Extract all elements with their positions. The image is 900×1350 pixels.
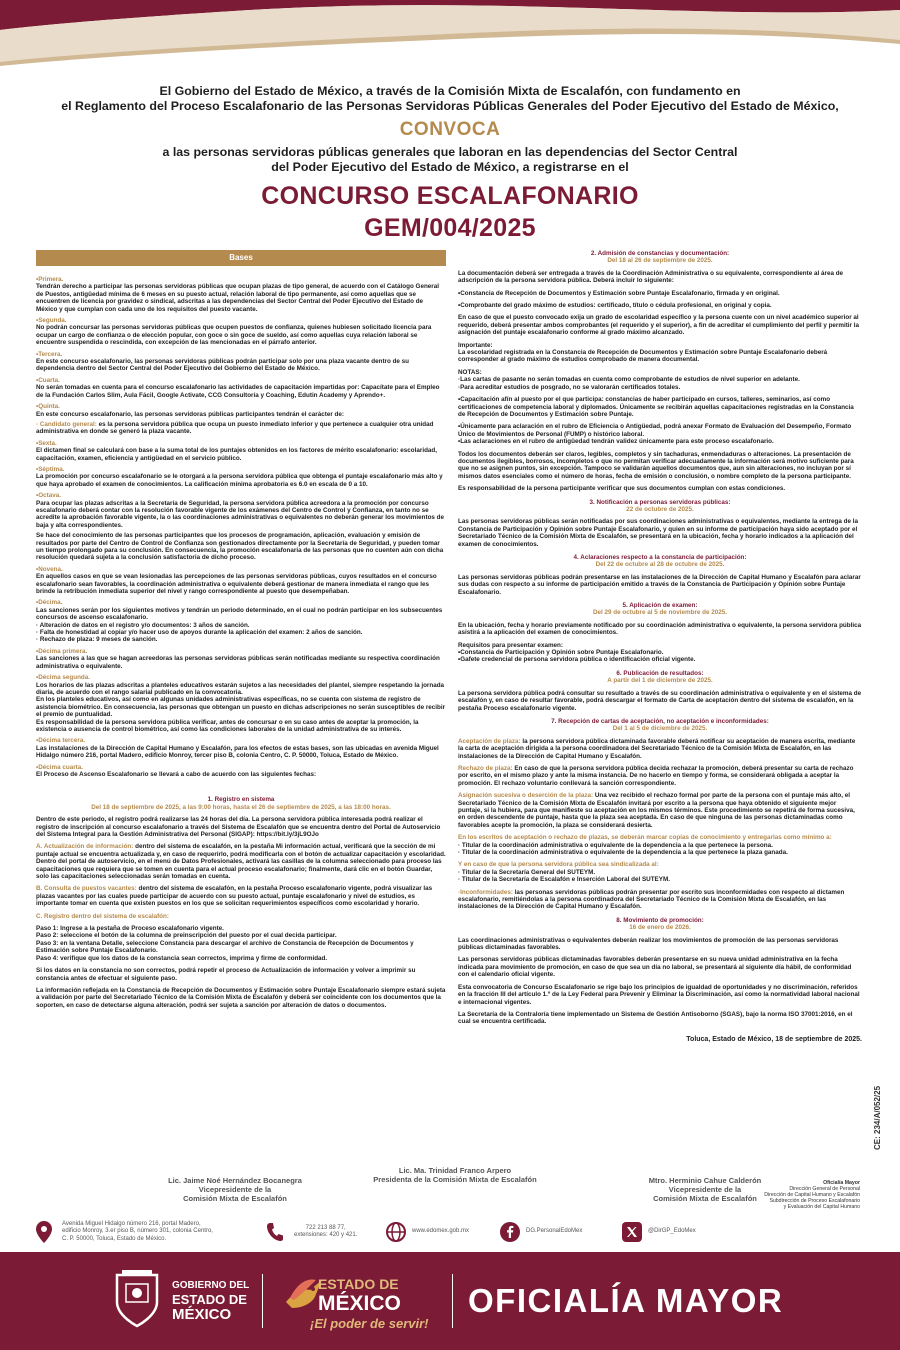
base-text: Los horarios de las plazas adscritas a planteles educativos estarán sujetos a las necesidades del plantel, siempre respetando la jornada diaria, de acuerdo con el rango salarial publicado en la convocatoria. <box>36 681 445 696</box>
doc-item: •Las aclaraciones en el rubro de antigüedad tendrán validez únicamente para este proceso escalafonario. <box>458 438 774 446</box>
step-text: La persona servidora pública podrá consultar su resultado a través de su coordinación administrativa o equivalente y en el sistema de escalafón y, en caso de resultar favorable, podrá descargar el formato de Carta de aceptación dentro del sistema de escalafón, en la pestaña Proceso escalafonario vigente. <box>458 689 862 712</box>
requirement-item: •Constancia de Participación y Opinión sobre Puntaje Escalafonario. <box>458 649 664 657</box>
step-title: 3. Notificación a personas servidoras públicas: <box>589 498 731 506</box>
requirement-item: •Gafete credencial de persona servidora pública o identificación oficial vigente. <box>458 656 696 664</box>
doc-item: •Constancia de Recepción de Documentos y Estimación sobre Puntaje Escalafonario, firmada y en original. <box>458 289 780 297</box>
step-text: Las coordinaciones administrativas o equivalentes deberán realizar los movimientos de promoción de las personas servidoras públicas dictaminadas favorables. <box>458 936 839 952</box>
base-text: En los planteles educativos, así como en algunas unidades administrativas específicas, no se cuenta con sistema de registro de asistencia biométrico. En consecuencia, las personas que obtengan un puesto en dichas adscripciones no serán susceptibles de recibir el premio de puntualidad. <box>36 696 446 719</box>
note-item: ·Las cartas de pasante no serán tomadas en cuenta como comprobante de estudios de nivel superior en adelante. <box>458 376 800 384</box>
copy-item: · Titular de la coordinación administrativa o equivalente de la dependencia a la que pertenece la plaza ganada. <box>458 849 788 856</box>
step-subitem: A. Actualización de información: dentro del sistema de escalafón, en la pestaña Mi información actual, verificará que la sección de mi puntaje actual se encuentra actualizada y, en caso de requerirlo, podrá modificarla con el botón de actualizar capacitación y escolaridad. Dentro del portal de autoservicio, en el menú de Datos Profesionales, activará las casillas de la columna seleccionado para proceso las capacitaciones que requiera que se tomen en cuenta para el actual proceso escalafonario; finalmente, dará clic en el botón Guardar, solo las capacitaciones seleccionadas serán tomadas en cuenta. <box>36 843 446 881</box>
base-text: En este concurso escalafonario, las personas servidoras públicas podrán participar solo por una plaza vacante dentro de su dependencia dentro del Sector Central del Poder Ejecutivo del Gobierno del Estado de México. <box>36 358 410 373</box>
base-label: • Tercera. <box>36 351 446 358</box>
address-block: Avenida Miguel Hidalgo número 216, portal Madero, edificio Monroy, 3.er piso B, número 301, colonia Centro, C. P. 50000, Toluca, Estado de México. <box>36 1218 256 1246</box>
step-title: 4. Aclaraciones respecto a la constancia de participación: <box>573 554 747 561</box>
step-dates: 22 de octubre de 2025. <box>626 505 694 513</box>
base-label: • Cuarta. <box>36 377 446 384</box>
step-subitem: Aceptación de plaza: la persona servidora pública dictaminada favorable deberá notificar su aceptación de manera escrita, mediante la carta de aceptación dirigida a la persona coordinadora del Secretariado Técnico de la Comisión Mixta de Escalafón, en las instalaciones de la Dirección de Capital Humano y Escalafón. <box>458 737 856 760</box>
left-column <box>36 250 446 1130</box>
facebook-icon <box>500 1222 520 1242</box>
x-twitter-icon <box>622 1222 642 1242</box>
step-text: La escolaridad registrada en la Constancia de Recepción de Documentos y Estimación sobre Puntaje Escalafonario deberá corresponder al grado máximo de estudios comprobado de manera documental. <box>458 349 828 364</box>
base-label: • Segunda. <box>36 317 446 324</box>
header-line-4: del Poder Ejecutivo del Estado de México, a registrarse en el <box>271 159 629 174</box>
base-text: Para ocupar las plazas adscritas a la Secretaría de Seguridad, la persona servidora pública acreedora a la promoción por concurso escalafonario deberá contar con la resolución favorable vigente de los exámenes del Centro de Control y Confianza, en tanto no se acredite la aprobación favorable vigente, la o las coordinaciones administrativas o equivalentes no deberán generar los movimientos de baja y alta correspondientes. <box>36 499 445 529</box>
step-text: La Secretaría de la Contraloría tiene implementado un Sistema de Gestión Antisoborno (SGAS), bajo la norma ISO 37001:2016, en el cual se encuentra certificada. <box>458 1010 853 1026</box>
sanction-item: · Falta de honestidad al copiar y/o hacer uso de apoyos durante la aplicación del examen: 2 años de sanción. <box>36 629 363 637</box>
contest-title: CONCURSO ESCALAFONARIO <box>261 182 639 210</box>
step-dates: 16 de enero de 2026. <box>629 924 691 932</box>
ce-code: CE: 234/A/052/25 <box>873 1085 882 1150</box>
footer-divider <box>262 1274 263 1328</box>
step-paso: Paso 1: Ingrese a la pestaña de Proceso escalafonario vigente. <box>36 925 224 933</box>
sanction-item: · Alteración de datos en el registro y/o documentos: 3 años de sanción. <box>36 621 250 629</box>
base-text: Las sanciones serán por los siguientes motivos y tendrán un periodo determinado, en el cual no podrán participar en los subsecuentes concursos de ascenso escalafonario. <box>36 606 443 622</box>
step-paso: Paso 2: seleccione el botón de la columna de preinscripción del puesto por el cual decida participar. <box>36 932 337 940</box>
signature-block: Lic. Jaime Noé Hernández Bocanegra Vicepresidente de la Comisión Mixta de Escalafón <box>168 1176 302 1203</box>
step-title: 6. Publicación de resultados: <box>616 669 704 677</box>
base-text: En aquellos casos en que se vean lesionadas las percepciones de las personas servidoras públicas, cuyos resultados en el concurso escalafonario sean favorables, la coordinación administrativa o equivalente deberá gestionar de manera inmediata el rango que les brinde la retribución inmediata superior del nivel y rango correspondiente al puesto que desempeñaban. <box>36 573 437 596</box>
base-label: • Primera. <box>36 276 446 283</box>
copy-item: · Titular de la coordinación administrativa o equivalente de la dependencia a la que pertenece la persona. <box>458 841 773 849</box>
base-text: Se hace del conocimiento de las personas participantes que los procesos de programación, aplicación, evaluación y emisión de resultados por parte del Centro de Control de Confianza son gestionados directamente por la Secretaría de Seguridad, y pueden tomar un tiempo prolongado para su conclusión. En consecuencia, la promoción escalafonaria de las personas que no cuenten aún con dicha resolución quedará sujeta a la conclusión satisfactoria de dicho proceso. <box>36 532 444 562</box>
web-link[interactable]: www.edomex.gob.mx <box>386 1218 496 1246</box>
base-text: El Proceso de Ascenso Escalafonario se llevará a cabo de acuerdo con las siguientes fechas: <box>36 770 317 778</box>
base-label: • Octava. <box>36 492 446 499</box>
step-paso: Paso 3: en la ventana Detalle, seleccione Constancia para descargar el archivo de Constancia de Recepción de Documentos y Estimación sobre Puntaje Escalafonario. <box>36 939 414 955</box>
step-text: En la ubicación, fecha y horario previamente notificado por su coordinación administrativa o equivalente, la persona servidora pública asistirá a la aplicación del examen de conocimientos. <box>458 621 862 637</box>
base-label: • Quinta. <box>36 403 446 410</box>
facebook-link[interactable]: DG.PersonalEdoMex <box>500 1218 620 1246</box>
step-dates: Del 18 de septiembre de 2025, a las 9:00 horas, hasta el 26 de septiembre de 2025, a las 18:00 horas. <box>91 803 391 811</box>
base-text: Las instalaciones de la Dirección de Capital Humano y Escalafón, para los efectos de estas bases, son las ubicadas en avenida Miguel Hidalgo número 216, portal Madero, edificio Monroy, tercer piso B, colonia Centro, C. P. 50000, Toluca, Estado de México. <box>36 744 439 760</box>
step-dates: Del 1 al 5 de diciembre de 2025. <box>612 725 708 733</box>
step-subitem: ·Inconformidades: las personas servidoras públicas podrán presentar por escrito sus inconformidades con respecto al dictamen escalafonario, remitiéndolas a la persona coordinadora del Secretariado Técnico de la Comisión Mixta de Escalafón, en las instalaciones de la Dirección de Capital Humano y Escalafón. <box>458 888 845 911</box>
x-link[interactable]: @DirGP_EdoMex <box>622 1218 732 1246</box>
step-text: La documentación deberá ser entregada a través de la Coordinación Administrativa o su equivalente, correspondiente al área de adscripción de la persona servidora pública. Deberá incluir lo siguiente: <box>458 269 844 285</box>
header-line-3: a las personas servidoras públicas generales que laboran en las dependencias del Sector Central <box>162 145 738 159</box>
footer-band <box>0 1252 900 1350</box>
base-text: No podrán concursar las personas servidoras públicas que ocupen puestos de confianza, quienes hubiesen solicitado licencia para ocupar un cargo de confianza o de elección popular, con goce o sin goce de sueldo, así como aquellas cuya relación laboral se encuentre suspendida o rescindida, con excepción de las mencionadas en el párrafo anterior. <box>36 324 432 347</box>
step-dates: Del 18 al 26 de septiembre de 2025. <box>607 257 713 265</box>
step-text: La información reflejada en la Constancia de Recepción de Documentos y Estimación sobre Puntaje Escalafonario siempre estará sujeta a validación por parte del Secretariado Técnico de la Comisión Mixta de Escalafón y deberá ser coincidente con los documentos que la soporten, en caso de detectarse alguna alteración, podrá ser sujeta a sanción por alteración de datos o documentos. <box>36 986 446 1009</box>
step-text: Las personas servidoras públicas podrán presentarse en las instalaciones de la Dirección de Capital Humano y Escalafón para aclarar sus dudas con respecto a su informe de participación emitido a través de la Constancia de Participación y Opinión sobre Puntaje Escalafonario. <box>458 573 861 596</box>
signature-block: Lic. Ma. Trinidad Franco Arpero Presidenta de la Comisión Mixta de Escalafón <box>373 1166 537 1184</box>
base-label: • Sexta. <box>36 440 446 447</box>
base-text: Es responsabilidad de la persona servidora pública verificar, antes de concursar o en su caso antes de aceptar la promoción, la existencia o ausencia de control biométrico, así como las condiciones laborales de la unidad administrativa de su interés. <box>36 718 419 733</box>
contest-code: GEM/004/2025 <box>364 214 536 242</box>
step-text: Las personas servidoras públicas dictaminadas favorables deberán presentarse en su nueva unidad administrativa en la fecha indicada para movimiento de promoción, en caso de que sea un día no laboral, se presentará al siguiente día hábil, de conformidad con el calendario oficial vigente. <box>458 956 852 979</box>
step-subitem: B. Consulta de puestos vacantes: dentro del sistema de escalafón, en la pestaña Proceso escalafonario vigente, podrá visualizar las plazas vacantes por las cuales puede participar de acuerdo con su puesto actual, puntaje escalafonario y nivel de estudios, es importante tomar en cuenta que existen puestos en los que se solicitan requerimientos específicos como escolaridad y horario. <box>36 885 433 908</box>
sanction-item: · Rechazo de plaza: 9 meses de sanción. <box>36 636 158 644</box>
globe-icon <box>386 1222 406 1242</box>
header-line-1: El Gobierno del Estado de México, a través de la Comisión Mixta de Escalafón, con fundamento en <box>159 84 741 98</box>
phone-block: 722 213 88 77, extensiones: 420 y 421. <box>266 1218 376 1246</box>
phone-icon <box>266 1222 284 1242</box>
step-title: 2. Admisión de constancias y documentación: <box>590 250 730 257</box>
slogan: ¡El poder de servir! <box>310 1316 429 1331</box>
base-text: Tendrán derecho a participar las personas servidoras públicas que ocupan plazas de tipo general, de acuerdo con el Catálogo General de Puestos, antigüedad mínima de 6 meses en su puesto actual, relación laboral de tipo permanente, así como aquellas que se encuentren de licencia por gravidez o sindical, adscritas a las dependencias del Sector Central del Poder Ejecutivo del Estado de México y que cumplan con cada uno de los requisitos del puesto vacante. <box>36 283 440 313</box>
step-text: Es responsabilidad de la persona participante verificar que sus documentos cumplan con estas condiciones. <box>458 485 786 493</box>
location-pin-icon <box>36 1221 52 1243</box>
step-text: En caso de que el puesto convocado exija un grado de escolaridad específico y la persona cuente con un nivel académico superior al requerido, deberá presentar ambos comprobantes (el requerido y el superior), a fin de acreditar el cumplimiento del perfil y permitir la asignación del puntaje escalafonario conforme al grado máximo alcanzado. <box>458 314 860 337</box>
step-paso: Paso 4: verifique que los datos de la constancia sean correctos, imprima y firme de conformidad. <box>36 954 328 962</box>
copy-item: · Titular de la Secretaría de Escalafón e Inserción Laboral del SUTEYM. <box>458 876 670 884</box>
right-column <box>458 250 862 1140</box>
step-text: Dentro de este periodo, el registro podrá realizarse las 24 horas del día. La persona servidora pública interesada podrá realizar el registro de inscripción al concurso escalafonario a través del Sistema de Escalafón que se encuentra dentro del Portal de Autoservicio del Sistema Integral para la Gestión Administrativa del Personal (SIGAP): https://bit.ly/3jL9OJo <box>36 816 441 838</box>
base-label: • Décima cuarta. <box>36 764 446 771</box>
doc-item: •Capacitación afín al puesto por el que participa: constancias de haber participado en cursos, talleres, seminarios, así como certificaciones de competencia laboral y diplomados. Únicamente se recibirán aquellas capacitaciones registradas en la Constancia de Recepción de Documentos y Estimación sobre Puntaje. <box>458 396 854 418</box>
step-text: Esta convocatoria de Concurso Escalafonario se rige bajo los principios de igualdad de oportunidades y no discriminación, referidos en la fracción III del artículo 1.º de la Ley Federal para Prevenir y Eliminar la Discriminación, así como la normatividad laboral nacional e internacional vigentes. <box>458 983 860 1006</box>
step-sublabel: En los escritos de aceptación o rechazo de plazas, se deberán marcar copias de conocimiento y entregarlas como mínimo a: <box>458 834 832 842</box>
base-subitem: · Candidato general: es la persona servidora pública que ocupa un puesto inmediato inferior y que pertenece a cualquier otra unidad administrativa en donde se generó la plaza vacante. <box>36 420 434 436</box>
bases-heading: Bases <box>36 250 446 266</box>
base-label: • Décima tercera. <box>36 737 446 744</box>
base-text: La promoción por concurso escalafonario se le otorgará a la persona servidora pública que obtenga el puntaje escalafonario más alto y que haya aprobado el examen de conocimientos. La calificación mínima aprobatoria es 6.0 en escala de 0 a 10. <box>36 473 443 488</box>
important-label: Importante: <box>458 341 493 349</box>
step-subitem: Rechazo de plaza: En caso de que la persona servidora pública decida rechazar la promoción, deberá presentar su carta de rechazo por escrito, en el mismo plazo y ante la misma instancia. De no hacerlo en tiempo y forma, se considerará obligada a aceptar la promoción. El rechazo voluntario conllevará la sanción correspondiente. <box>458 764 854 787</box>
copy-item: · Titular de la Secretaría General del SUTEYM. <box>458 868 596 876</box>
base-label: • Décima. <box>36 599 446 606</box>
oficialia-mayor-label: OFICIALÍA MAYOR <box>468 1282 784 1319</box>
step-dates: A partir del 1 de diciembre de 2025. <box>607 677 713 685</box>
header-line-2: el Reglamento del Proceso Escalafonario de las Personas Servidoras Públicas Generales del Poder Ejecutivo del Estado de México, <box>61 99 839 113</box>
base-text: Las sanciones a las que se hagan acreedoras las personas servidoras públicas serán notificadas mediante su respectiva coordinación administrativa o equivalente. <box>36 655 440 670</box>
doc-item: •Únicamente para aclaración en el rubro de Eficiencia o Antigüedad, podrá anexar Formato de Evaluación del Desempeño, Formato Único de Movimientos de Personal (FUMP) o histórico laboral. <box>458 423 852 438</box>
step-sublabel: C. Registro dentro del sistema de escalafón: <box>36 912 169 920</box>
base-label: • Novena. <box>36 566 446 573</box>
step-subitem: Asignación sucesiva o deserción de la plaza: Una vez recibido el rechazo formal por parte de la persona con el puntaje más alto, el Secretariado Técnico de la Comisión Mixta de Escalafón invitará por escrito a la persona que haya obtenido el siguiente mejor puntaje, si la hubiera, para que manifieste su aceptación en los mismos términos. Este procedimiento se repetirá de forma sucesiva, en orden descendente de puntaje, hasta que la plaza sea aceptada. En caso de que ninguna de las personas dictaminadas como favorables acepte la promoción, la plaza se considerará desierta. <box>458 792 855 829</box>
step-title: 1. Registro en sistema <box>207 796 275 804</box>
step-title: 5. Aplicación de examen: <box>622 602 698 610</box>
step-text: Las personas servidoras públicas serán notificadas por sus coordinaciones administrativas o equivalentes, mediante la entrega de la Constancia de Participación y Opinión sobre Puntaje Escalafonario, y quien en su informe de participación haya sido aceptado por el Secretariado Técnico de la Comisión Mixta de Escalafón, se presentará en la ubicación, fecha y horario indicados a la aplicación del examen de conocimientos. <box>458 518 858 548</box>
step-title: 8. Movimiento de promoción: <box>616 916 704 924</box>
header <box>40 84 860 244</box>
estado-de-label: ESTADO DE <box>318 1276 399 1292</box>
step-dates: Del 22 de octubre al 28 de octubre de 2025. <box>595 561 725 569</box>
step-title: 7. Recepción de cartas de aceptación, no aceptación e inconformidades: <box>551 717 769 725</box>
base-text: En este concurso escalafonario, las personas servidoras públicas participantes tendrán el carácter de: <box>36 410 344 418</box>
government-logo-text: GOBIERNO DEL ESTADO DE MÉXICO <box>172 1280 250 1323</box>
mexico-label: MÉXICO <box>318 1292 401 1315</box>
step-dates: Del 29 de octubre al 5 de noviembre de 2025. <box>592 609 728 617</box>
place-date: Toluca, Estado de México, 18 de septiembre de 2025. <box>686 1035 862 1043</box>
base-label: • Décima primera. <box>36 648 446 655</box>
convoca-heading: CONVOCA <box>399 119 501 140</box>
base-text: El dictamen final se calculará con base a la suma total de los puntajes obtenidos en los factores de mérito escalafonario: escolaridad, capacitación, examen, eficiencia y antigüedad en el servicio público. <box>36 447 438 462</box>
base-label: • Décima segunda. <box>36 674 446 681</box>
base-label: • Séptima. <box>36 466 446 473</box>
step-text: Todos los documentos deberán ser claros, legibles, completos y sin tachaduras, enmendaduras o alteraciones. La presentación de documentos ilegibles, borrosos, incompletos o que no permitan verificar adecuadamente la información será motivo suficiente para que no se asignen puntos, sin excepción. Tampoco se validarán aquellos documentos que, aun sin alteraciones, no incluyan por sí mismos datos esenciales como el número de horas, fecha de emisión o conclusión, o nombre completo de la persona participante. <box>458 450 854 480</box>
note-item: ·Para acreditar estudios de posgrado, no se valorarán certificados totales. <box>458 383 681 391</box>
top-decorative-band <box>0 0 900 70</box>
base-text: No serán tomadas en cuenta para el concurso escalafonario las actividades de capacitación impartidas por: Capacítate para el Empleo de la Fundación Carlos Slim, Aula Fácil, Google Activate, CCG Consultoría y Coaching, Edutin Academy y Aprendo+. <box>36 384 440 399</box>
signature-block: Mtro. Herminio Cahue Calderón Vicepresidente de la Comisión Mixta de Escalafón <box>648 1176 762 1203</box>
step-sublabel: Y en caso de que la persona servidora pública sea sindicalizada al: <box>458 861 659 869</box>
footer-divider <box>452 1274 453 1328</box>
office-block: Oficialía Mayor Dirección General de Personal Dirección de Capital Humano y Escalafón Subdirección de Proceso Escalafonario y Evaluación del Capital Humano <box>764 1180 860 1210</box>
doc-item: •Comprobante del grado máximo de estudios: certificado, título o cédula profesional, en original y copia. <box>458 302 772 310</box>
state-coat-of-arms-icon <box>112 1270 162 1330</box>
step-text: Si los datos en la constancia no son correctos, podrá repetir el proceso de Actualización de información y volver a imprimir su constancia antes de efectuar el siguiente paso. <box>36 967 416 982</box>
requirements-label: Requisitos para presentar examen: <box>458 641 563 649</box>
notes-label: NOTAS: <box>458 368 482 376</box>
